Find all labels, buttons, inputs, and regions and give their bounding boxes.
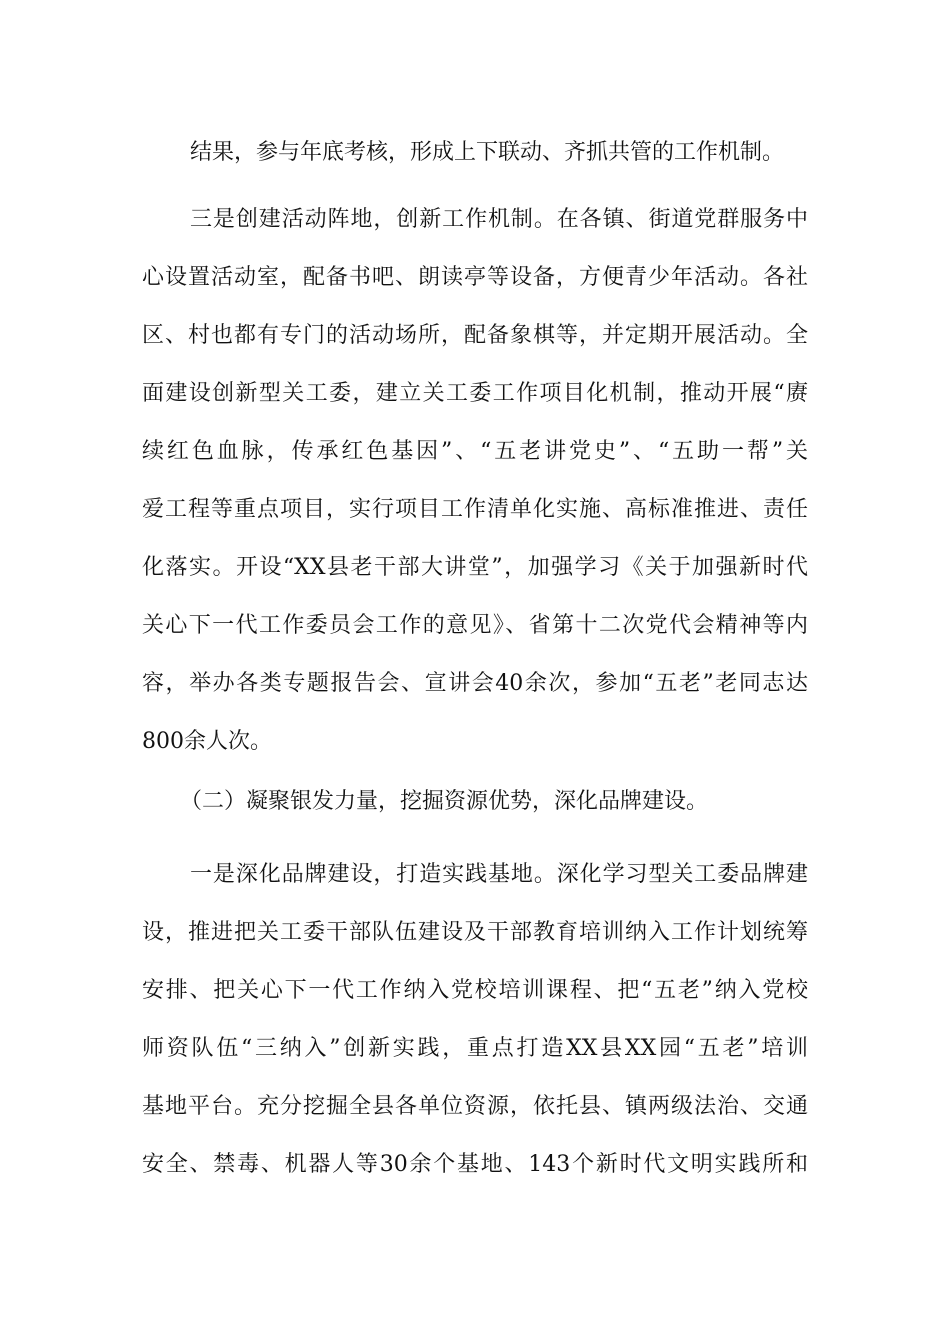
- paragraph-line: 800余人次。: [142, 729, 272, 754]
- paragraph-line: 师资队伍“三纳入”创新实践，重点打造XX县XX园“五老”培训: [142, 1036, 808, 1061]
- paragraph-line: 安排、把关心下一代工作纳入党校培训课程、把“五老”纳入党校: [142, 978, 808, 1003]
- paragraph-line: 一是深化品牌建设，打造实践基地。深化学习型关工委品牌建: [190, 862, 808, 887]
- paragraph-line: 基地平台。充分挖掘全县各单位资源，依托县、镇两级法治、交通: [142, 1094, 808, 1119]
- paragraph-line: 心设置活动室，配备书吧、朗读亭等设备，方便青少年活动。各社: [142, 265, 808, 290]
- paragraph-line: 设，推进把关工委干部队伍建设及干部教育培训纳入工作计划统筹: [142, 920, 808, 945]
- paragraph-line: 爱工程等重点项目，实行项目工作清单化实施、高标准推进、责任: [142, 497, 808, 522]
- paragraph-line: 关心下一代工作委员会工作的意见》、省第十二次党代会精神等内: [142, 613, 808, 638]
- paragraph-line: 续红色血脉，传承红色基因”、“五老讲党史”、“五助一帮”关: [142, 439, 808, 464]
- paragraph-line: 三是创建活动阵地，创新工作机制。在各镇、街道党群服务中: [190, 207, 808, 232]
- paragraph-line: 区、村也都有专门的活动场所，配备象棋等，并定期开展活动。全: [142, 323, 808, 348]
- paragraph-line: 安全、禁毒、机器人等30余个基地、143个新时代文明实践所和: [142, 1152, 808, 1177]
- paragraph-line: 容，举办各类专题报告会、宣讲会40余次，参加“五老”老同志达: [142, 671, 808, 696]
- paragraph-line: 面建设创新型关工委，建立关工委工作项目化机制，推动开展“赓: [142, 381, 808, 406]
- paragraph-line: 化落实。开设“XX县老干部大讲堂”，加强学习《关于加强新时代: [142, 555, 808, 580]
- section-heading: （二）凝聚银发力量，挖掘资源优势，深化品牌建设。: [180, 789, 709, 814]
- paragraph-line: 结果，参与年底考核，形成上下联动、齐抓共管的工作机制。: [190, 140, 785, 165]
